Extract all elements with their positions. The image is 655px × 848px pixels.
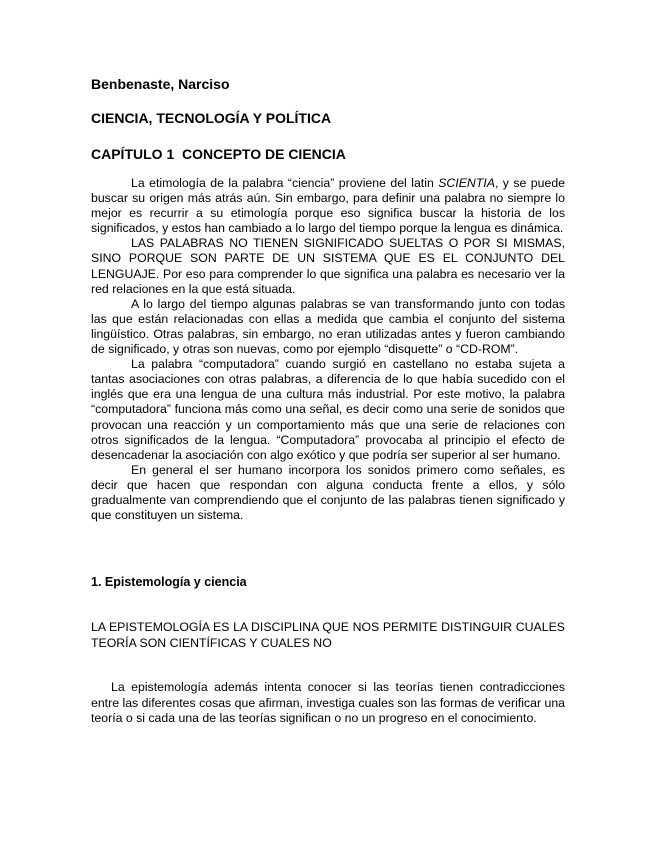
paragraph-computadora: La palabra “computadora” cuando surgió en castellano no estaba sujeta a tantas asociaciones con otras palabras, a diferencia de lo que había sucedido con el inglés que era una lengua de una cultura más industrial. Por este motivo, la palabra “computadora” funciona más como una señal, es decir como una serie de sonidos que provocan una reacción y un comportamiento más que una serie de relaciones con otros significados de la lengua. “Computadora” provocaba al principio el efecto de desencadenar la asociación con algo exótico y que podría ser superior al ser humano. — [91, 357, 565, 462]
paragraph-etymology-end: , y se puede buscar su origen más atrás aún. Sin embargo, para definir una palabra no siempre lo mejor es recurrir a su etimología porque eso significa buscar la historia de los significados, y estos han cambiado a lo largo del tiempo porque la lengua es dinámica. — [91, 176, 565, 236]
paragraph-language-system: LAS PALABRAS NO TIENEN SIGNIFICADO SUELTAS O POR SI MISMAS, SINO PORQUE SON PARTE DE UN SISTEMA QUE ES EL CONJUNTO DEL LENGUAJE. Por eso para comprender lo que significa una palabra es necesario ver la red relaciones en la que está situada. — [91, 236, 565, 296]
epistemology-statement: LA EPISTEMOLOGÍA ES LA DISCIPLINA QUE NOS PERMITE DISTINGUIR CUALES TEORÍA SON CIENTÍFICAS Y CUALES NO — [91, 620, 565, 650]
latin-term: SCIENTIA — [438, 176, 495, 190]
paragraph-epistemology: La epistemología además intenta conocer si las teorías tienen contradicciones entre las diferentes cosas que afirman, investiga cuales son las formas de verificar una teoría o si cada una de las teorías significan o no un progreso en el conocimiento. — [91, 680, 565, 725]
paragraph-signals: En general el ser humano incorpora los sonidos primero como señales, es decir que hacen que respondan con alguna conducta frente a ellos, y sólo gradualmente van comprendiendo que el conjunto de las palabras tienen significado y que constituyen un sistema. — [91, 462, 565, 523]
chapter-body — [91, 176, 565, 523]
chapter-title: CAPÍTULO 1 CONCEPTO DE CIENCIA — [91, 146, 346, 162]
paragraph-etymology-start: La etimología de la palabra “ciencia” proviene del latin — [131, 176, 439, 190]
section-heading: 1. Epistemología y ciencia — [91, 575, 247, 589]
author-name: Benbenaste, Narciso — [91, 76, 230, 92]
book-title: CIENCIA, TECNOLOGÍA Y POLÍTICA — [91, 110, 332, 126]
paragraph-etymology — [91, 176, 565, 236]
paragraph-word-change: A lo largo del tiempo algunas palabras se van transformando junto con todas las que están relacionadas con ellas a medida que cambia el conjunto del sistema lingüístico. Otras palabras, sin embargo, no eran utilizadas antes y fueron cambiando de significado, y otras son nuevas, como por ejemplo “disquette” o “CD-ROM”. — [91, 296, 565, 357]
